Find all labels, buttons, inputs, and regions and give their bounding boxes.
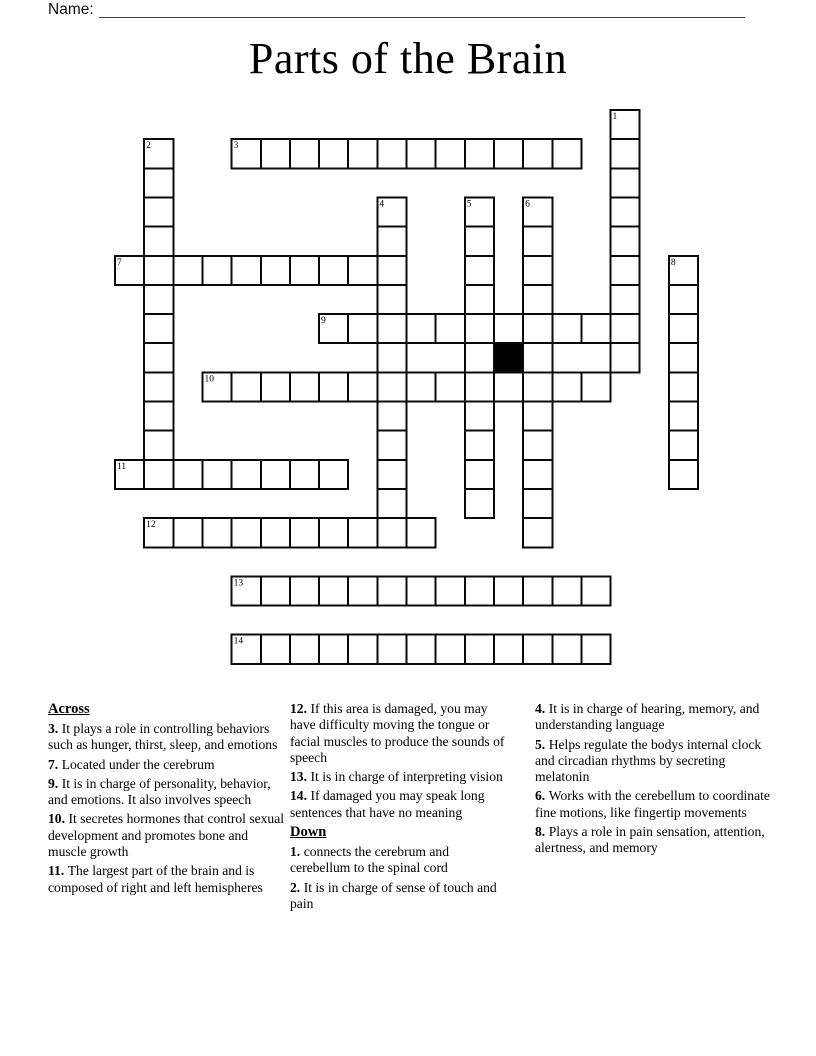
grid-cell[interactable]	[436, 576, 465, 605]
grid-cell[interactable]	[407, 576, 436, 605]
grid-cell[interactable]	[144, 402, 173, 431]
grid-cell[interactable]	[669, 431, 698, 460]
grid-cell[interactable]	[144, 256, 173, 285]
grid-cell[interactable]	[144, 227, 173, 256]
grid-cell[interactable]	[319, 635, 348, 664]
grid-cell[interactable]	[611, 168, 640, 197]
grid-cell[interactable]	[523, 460, 552, 489]
grid-cell[interactable]	[377, 227, 406, 256]
cell-number: 3	[233, 141, 239, 152]
grid-cell[interactable]	[173, 460, 202, 489]
grid-cell[interactable]	[377, 576, 406, 605]
grid-cell[interactable]	[348, 314, 377, 343]
grid-cell[interactable]	[552, 139, 581, 168]
grid-cell[interactable]	[436, 372, 465, 401]
grid-cell[interactable]	[290, 576, 319, 605]
grid-cell[interactable]	[523, 518, 552, 547]
grid-cell[interactable]	[611, 343, 640, 372]
clue	[535, 824, 770, 857]
clue-text: Works with the cerebellum to coordinate fine motions, like fingertip movements	[535, 788, 770, 820]
grid-cell[interactable]	[377, 139, 406, 168]
grid-cell[interactable]	[319, 256, 348, 285]
clue	[48, 721, 286, 754]
grid-cell[interactable]	[581, 635, 610, 664]
cell-number: 2	[146, 141, 151, 152]
grid-cell[interactable]	[290, 256, 319, 285]
grid-cell[interactable]	[611, 197, 640, 226]
grid-cell[interactable]	[611, 256, 640, 285]
cell-number: 7	[117, 257, 122, 268]
clue-text: It plays a role in controlling behaviors such as hunger, thirst, sleep, and emotions	[48, 721, 278, 753]
grid-cell[interactable]	[465, 431, 494, 460]
cell-number: 12	[146, 520, 156, 531]
clue-number: 6.	[535, 788, 546, 804]
grid-cell[interactable]	[144, 285, 173, 314]
name-label: Name:	[48, 1, 94, 18]
cell-number: 10	[204, 374, 214, 385]
clue	[290, 880, 511, 913]
grid-cell[interactable]	[494, 372, 523, 401]
grid-cell[interactable]	[290, 372, 319, 401]
grid-cell[interactable]	[144, 168, 173, 197]
grid-cell[interactable]	[173, 256, 202, 285]
clue	[48, 863, 286, 896]
clue	[535, 737, 770, 786]
cell-number: 4	[379, 199, 385, 210]
clue-column-1	[48, 701, 286, 899]
clue-column-2	[290, 701, 511, 915]
grid-cell[interactable]	[144, 314, 173, 343]
grid-cell[interactable]	[348, 256, 377, 285]
grid-cell[interactable]	[377, 489, 406, 518]
clue-number: 8.	[535, 824, 546, 840]
grid-cell[interactable]	[523, 285, 552, 314]
clue-text: Plays a role in pain sensation, attention, alertness, and memory	[535, 824, 765, 856]
grid-cell[interactable]	[377, 256, 406, 285]
grid-cell[interactable]	[377, 343, 406, 372]
clue-number: 3.	[48, 721, 59, 736]
grid-cell[interactable]	[552, 635, 581, 664]
grid-cell[interactable]	[611, 314, 640, 343]
clue	[290, 769, 511, 785]
grid-cell[interactable]	[144, 197, 173, 226]
grid-cell[interactable]	[523, 139, 552, 168]
clue-text: Helps regulate the bodys internal clock and circadian rhythms by secreting melatonin	[535, 736, 762, 785]
clue-column-3	[535, 701, 770, 860]
grid-cell[interactable]	[377, 314, 406, 343]
grid-cell[interactable]	[261, 139, 290, 168]
page-title: Parts of the Brain	[248, 34, 568, 83]
grid-cell[interactable]	[348, 372, 377, 401]
clue-number: 9.	[48, 775, 59, 791]
grid-cell[interactable]	[523, 431, 552, 460]
cell-number: 9	[321, 316, 326, 327]
grid-cell[interactable]	[319, 460, 348, 489]
grid-cell[interactable]	[261, 518, 290, 547]
grid-cell[interactable]	[232, 372, 261, 401]
grid-cell[interactable]	[377, 372, 406, 401]
grid-cell[interactable]	[552, 576, 581, 605]
grid-cell[interactable]	[523, 576, 552, 605]
clue-text: It is in charge of sense of touch and pain	[290, 879, 497, 911]
grid-cell[interactable]	[669, 402, 698, 431]
cell-number: 5	[466, 199, 472, 210]
grid-cell[interactable]	[465, 402, 494, 431]
grid-cell[interactable]	[202, 256, 231, 285]
clue-number: 10.	[48, 811, 65, 827]
grid-cell[interactable]	[669, 460, 698, 489]
name-blank-line	[99, 17, 745, 18]
grid-cell[interactable]	[290, 635, 319, 664]
grid-cell[interactable]	[261, 576, 290, 605]
grid-cell[interactable]	[377, 460, 406, 489]
grid-cell[interactable]	[407, 518, 436, 547]
black-cell	[494, 343, 523, 372]
grid-cell[interactable]	[319, 576, 348, 605]
clue	[48, 757, 286, 773]
cell-number: 6	[525, 199, 530, 210]
crossword-grid[interactable]	[114, 109, 699, 670]
grid-cell[interactable]	[494, 314, 523, 343]
grid-cell[interactable]	[494, 635, 523, 664]
grid-cell[interactable]	[348, 139, 377, 168]
grid-cell[interactable]	[611, 139, 640, 168]
grid-cell[interactable]	[407, 139, 436, 168]
grid-cell[interactable]	[407, 372, 436, 401]
clue-text: If damaged you may speak long sentences that have no meaning	[290, 788, 485, 820]
grid-cell[interactable]	[232, 256, 261, 285]
grid-cell[interactable]	[202, 460, 231, 489]
grid-cell[interactable]	[202, 518, 231, 547]
grid-cell[interactable]	[611, 285, 640, 314]
clue-number: 1.	[290, 844, 301, 860]
grid-cell[interactable]	[581, 372, 610, 401]
clue-text: It secretes hormones that control sexual development and promotes bone and muscle growth	[48, 811, 285, 860]
clue	[290, 701, 511, 766]
grid-cell[interactable]	[523, 343, 552, 372]
clue-text: The largest part of the brain and is composed of right and left hemispheres	[48, 863, 263, 895]
clue-text: If this area is damaged, you may have difficulty moving the tongue or facial muscles to produce the sounds of speech	[290, 701, 505, 765]
grid-cell[interactable]	[523, 372, 552, 401]
grid-cell[interactable]	[465, 256, 494, 285]
grid-cell[interactable]	[523, 402, 552, 431]
grid-cell[interactable]	[144, 343, 173, 372]
grid-cell[interactable]	[669, 285, 698, 314]
grid-cell[interactable]	[173, 518, 202, 547]
clue	[290, 788, 511, 821]
grid-cell[interactable]	[523, 314, 552, 343]
clue-text: connects the cerebrum and cerebellum to the spinal cord	[290, 844, 450, 876]
clue-text: It is in charge of interpreting vision	[310, 769, 503, 785]
grid-cell[interactable]	[377, 285, 406, 314]
grid-cell[interactable]	[319, 139, 348, 168]
grid-cell[interactable]	[465, 227, 494, 256]
grid-cell[interactable]	[348, 576, 377, 605]
grid-cell[interactable]	[669, 314, 698, 343]
grid-cell[interactable]	[261, 256, 290, 285]
grid-cell[interactable]	[377, 431, 406, 460]
grid-cell[interactable]	[611, 227, 640, 256]
grid-cell[interactable]	[377, 402, 406, 431]
clue-list	[48, 701, 770, 915]
cell-number: 1	[612, 112, 618, 122]
grid-cell[interactable]	[436, 139, 465, 168]
grid-cell[interactable]	[523, 256, 552, 285]
grid-cell[interactable]	[144, 460, 173, 489]
grid-cell[interactable]	[669, 343, 698, 372]
clue-text: It is in charge of hearing, memory, and understanding language	[535, 701, 760, 733]
grid-cell[interactable]	[465, 139, 494, 168]
grid-cell[interactable]	[319, 372, 348, 401]
grid-cell[interactable]	[523, 489, 552, 518]
grid-cell[interactable]	[348, 518, 377, 547]
grid-cell[interactable]	[494, 139, 523, 168]
clue-number: 5.	[535, 736, 546, 752]
grid-cell[interactable]	[581, 314, 610, 343]
grid-cell[interactable]	[465, 576, 494, 605]
grid-cell[interactable]	[436, 635, 465, 664]
clue-number: 14.	[290, 788, 307, 804]
grid-cell[interactable]	[552, 314, 581, 343]
grid-cell[interactable]	[290, 460, 319, 489]
grid-cell[interactable]	[261, 635, 290, 664]
clue-number: 11.	[48, 863, 65, 879]
clue-number: 13.	[290, 769, 307, 785]
grid-cell[interactable]	[465, 314, 494, 343]
grid-cell[interactable]	[465, 460, 494, 489]
grid-cell[interactable]	[407, 635, 436, 664]
grid-cell[interactable]	[523, 227, 552, 256]
clue	[290, 844, 511, 877]
cell-number: 11	[117, 461, 127, 472]
grid-cell[interactable]	[290, 518, 319, 547]
grid-cell[interactable]	[377, 518, 406, 547]
grid-cell[interactable]	[552, 372, 581, 401]
clue	[535, 701, 770, 734]
clue-number: 7.	[48, 756, 59, 772]
grid-cell[interactable]	[144, 372, 173, 401]
grid-cell[interactable]	[144, 431, 173, 460]
clue-text: It is in charge of personality, behavior, and emotions. It also involves speech	[48, 775, 271, 808]
clue-number: 4.	[535, 701, 546, 716]
grid-cell[interactable]	[581, 576, 610, 605]
grid-cell[interactable]	[465, 285, 494, 314]
grid-cell[interactable]	[232, 460, 261, 489]
cell-number: 8	[670, 257, 676, 268]
cell-number: 13	[233, 578, 244, 589]
grid-cell[interactable]	[436, 314, 465, 343]
grid-cell[interactable]	[465, 343, 494, 372]
grid-cell[interactable]	[465, 489, 494, 518]
down-heading: Down	[290, 824, 327, 841]
grid-cell[interactable]	[407, 314, 436, 343]
grid-cell[interactable]	[465, 372, 494, 401]
grid-cell[interactable]	[261, 372, 290, 401]
clue-text: Located under the cerebrum	[61, 756, 215, 772]
grid-cell[interactable]	[494, 576, 523, 605]
grid-cell[interactable]	[348, 635, 377, 664]
grid-cell[interactable]	[290, 139, 319, 168]
clue-number: 2.	[290, 879, 301, 895]
grid-cell[interactable]	[669, 372, 698, 401]
grid-cell[interactable]	[465, 635, 494, 664]
clue	[535, 788, 770, 821]
cell-number: 14	[233, 636, 244, 647]
grid-cell[interactable]	[261, 460, 290, 489]
across-heading: Across	[48, 701, 90, 717]
clue	[48, 776, 286, 809]
grid-cell[interactable]	[319, 518, 348, 547]
clue-number: 12.	[290, 701, 307, 716]
clue	[48, 811, 286, 860]
grid-cell[interactable]	[523, 635, 552, 664]
grid-cell[interactable]	[232, 518, 261, 547]
grid-cell[interactable]	[377, 635, 406, 664]
crossword-grid-svg[interactable]	[114, 109, 699, 665]
